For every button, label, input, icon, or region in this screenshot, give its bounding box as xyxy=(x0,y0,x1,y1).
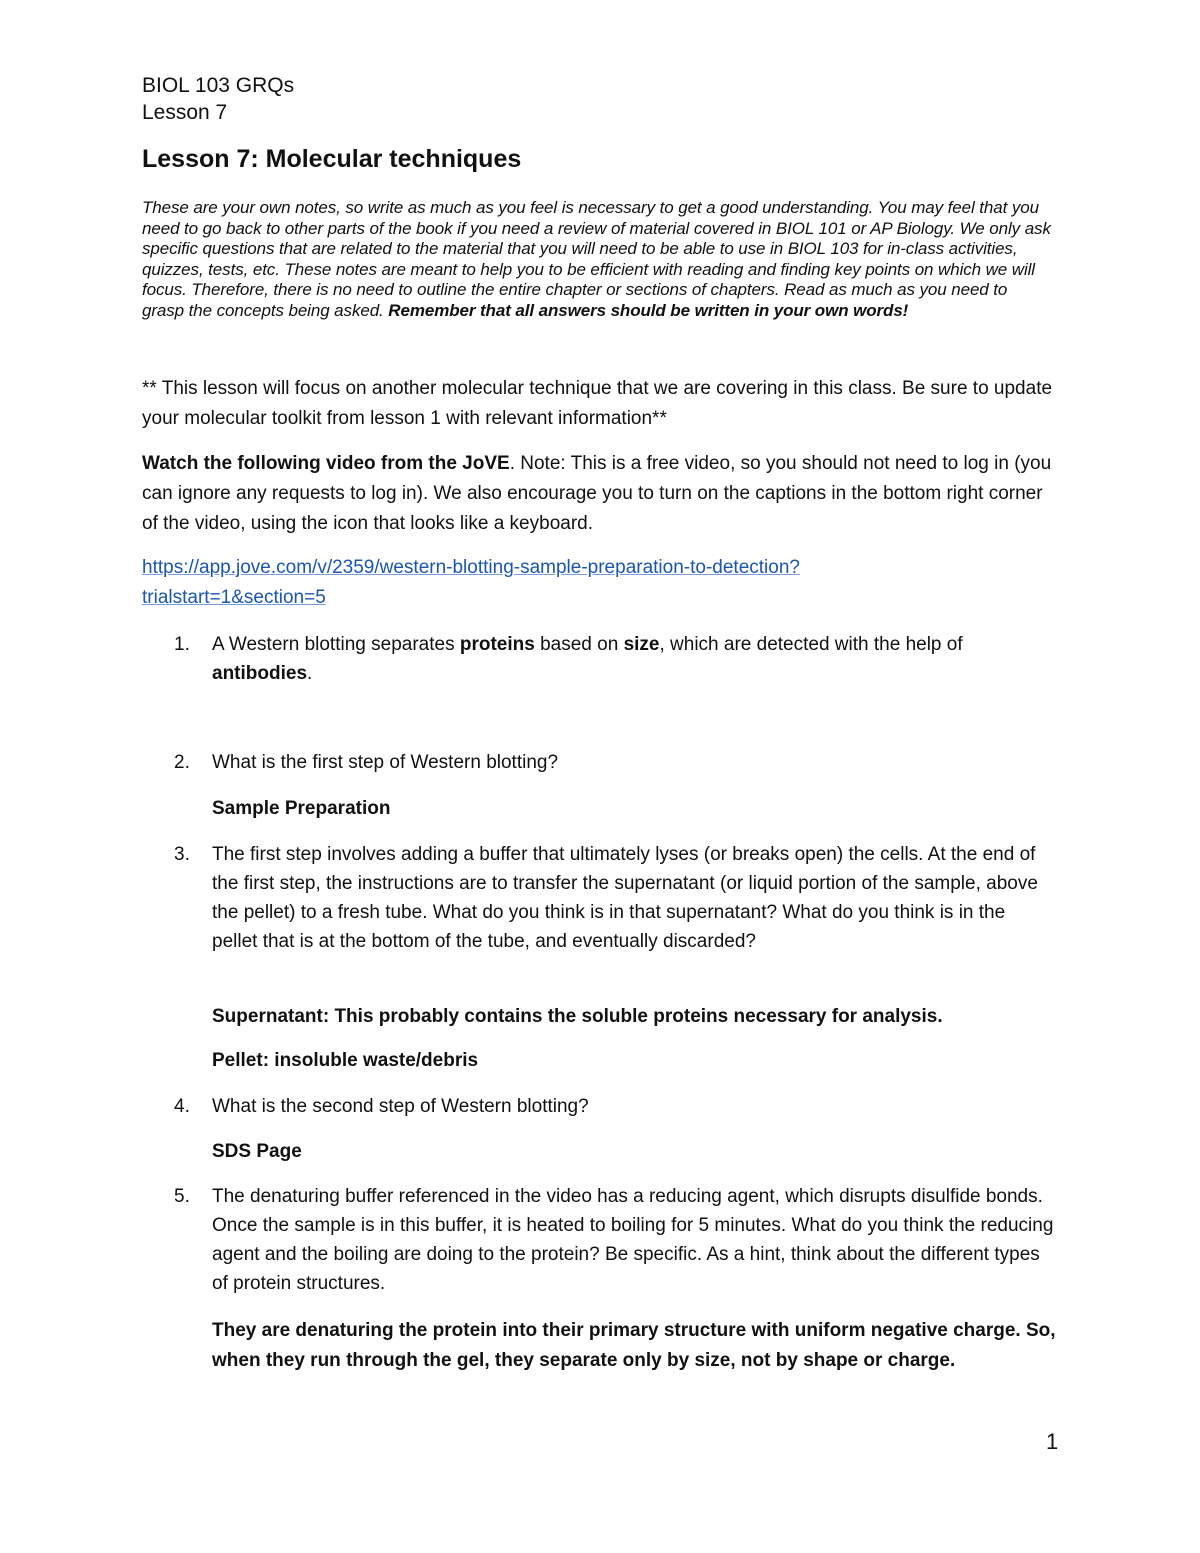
video-link-line1[interactable]: https://app.jove.com/v/2359/western-blotting-sample-preparation-to-detection? xyxy=(142,557,800,578)
q1-bold-size: size xyxy=(623,634,660,655)
q1-bold-antibodies: antibodies xyxy=(212,663,308,684)
q1-part: . xyxy=(307,663,313,684)
answer-3-supernatant: Supernatant: This probably contains the soluble proteins necessary for analysis. xyxy=(212,1006,943,1027)
course-header: BIOL 103 GRQs xyxy=(142,74,295,97)
answer-5: They are denaturing the protein into their primary structure with uniform negative charge. So, when they run through the gel, they separate only by size, not by shape or charge. xyxy=(212,1320,1056,1371)
page-title: Lesson 7: Molecular techniques xyxy=(142,145,522,173)
question-number: 2. xyxy=(174,752,190,773)
question-2 xyxy=(174,748,1054,777)
page-number: 1 xyxy=(1046,1429,1059,1454)
question-number: 3. xyxy=(174,844,190,865)
question-4 xyxy=(174,1092,1054,1121)
question-3 xyxy=(174,840,1054,956)
question-1 xyxy=(174,630,1054,688)
question-text: What is the first step of Western blotting? xyxy=(212,752,559,773)
question-number: 1. xyxy=(174,634,190,655)
answer-3-pellet: Pellet: insoluble waste/debris xyxy=(212,1050,479,1071)
q1-part: A Western blotting separates xyxy=(212,634,460,655)
question-text: What is the second step of Western blotting? xyxy=(212,1096,589,1117)
watch-text: . Note: This is a free video, so you should not need to log in (you can ignore any requests to log in). We also encourage you to turn on the captions in the bottom right corner of the video, using the icon that looks like a keyboard. xyxy=(142,453,1052,534)
answer-2: Sample Preparation xyxy=(212,798,391,819)
answer-4: SDS Page xyxy=(212,1141,302,1162)
question-5 xyxy=(174,1182,1054,1298)
q1-part: based on xyxy=(534,634,624,655)
intro-emphasis: Remember that all answers should be written in your own words! xyxy=(388,300,909,320)
watch-instructions xyxy=(142,449,1062,539)
video-link-line2[interactable]: trialstart=1&section=5 xyxy=(142,587,326,608)
watch-heading: Watch the following video from the JoVE xyxy=(142,453,510,474)
question-text: The first step involves adding a buffer that ultimately lyses (or breaks open) the cells. At the end of the first step, the instructions are to transfer the supernatant (or liquid portion of the sample, above the pellet) to a fresh tube. What do you think is in that supernatant? What do you think is in the pellet that is at the bottom of the tube, and eventually discarded? xyxy=(212,844,1038,952)
question-number: 5. xyxy=(174,1186,190,1207)
focus-note: ** This lesson will focus on another molecular technique that we are covering in this class. Be sure to update your molecular toolkit from lesson 1 with relevant information** xyxy=(142,378,1053,429)
q1-part: , which are detected with the help of xyxy=(659,634,963,655)
question-text: The denaturing buffer referenced in the video has a reducing agent, which disrupts disulfide bonds. Once the sample is in this buffer, it is heated to boiling for 5 minutes. What do you think the reducing agent and the boiling are doing to the protein? Be specific. As a hint, think about the different types of protein structures. xyxy=(212,1186,1054,1294)
q1-bold-proteins: proteins xyxy=(459,634,535,655)
video-link-block xyxy=(142,553,1062,613)
question-text xyxy=(212,630,1054,688)
intro-text: These are your own notes, so write as much as you feel is necessary to get a good understanding. You may feel that you need to go back to other parts of the book if you need a review of material covered in BIOL 101 or AP Biology. We only ask specific questions that are related to the material that you will need to be able to use in BIOL 103 for in-class activities, quizzes, tests, etc. These notes are meant to help you to be efficient with reading and finding key points on which we will focus. Therefore, there is no need to outline the entire chapter or sections of chapters. Read as much as you need to grasp the concepts being asked. xyxy=(142,198,1051,320)
intro-instructions xyxy=(142,198,1052,322)
question-number: 4. xyxy=(174,1096,190,1117)
lesson-header: Lesson 7 xyxy=(142,101,228,124)
video-link[interactable] xyxy=(142,557,800,608)
